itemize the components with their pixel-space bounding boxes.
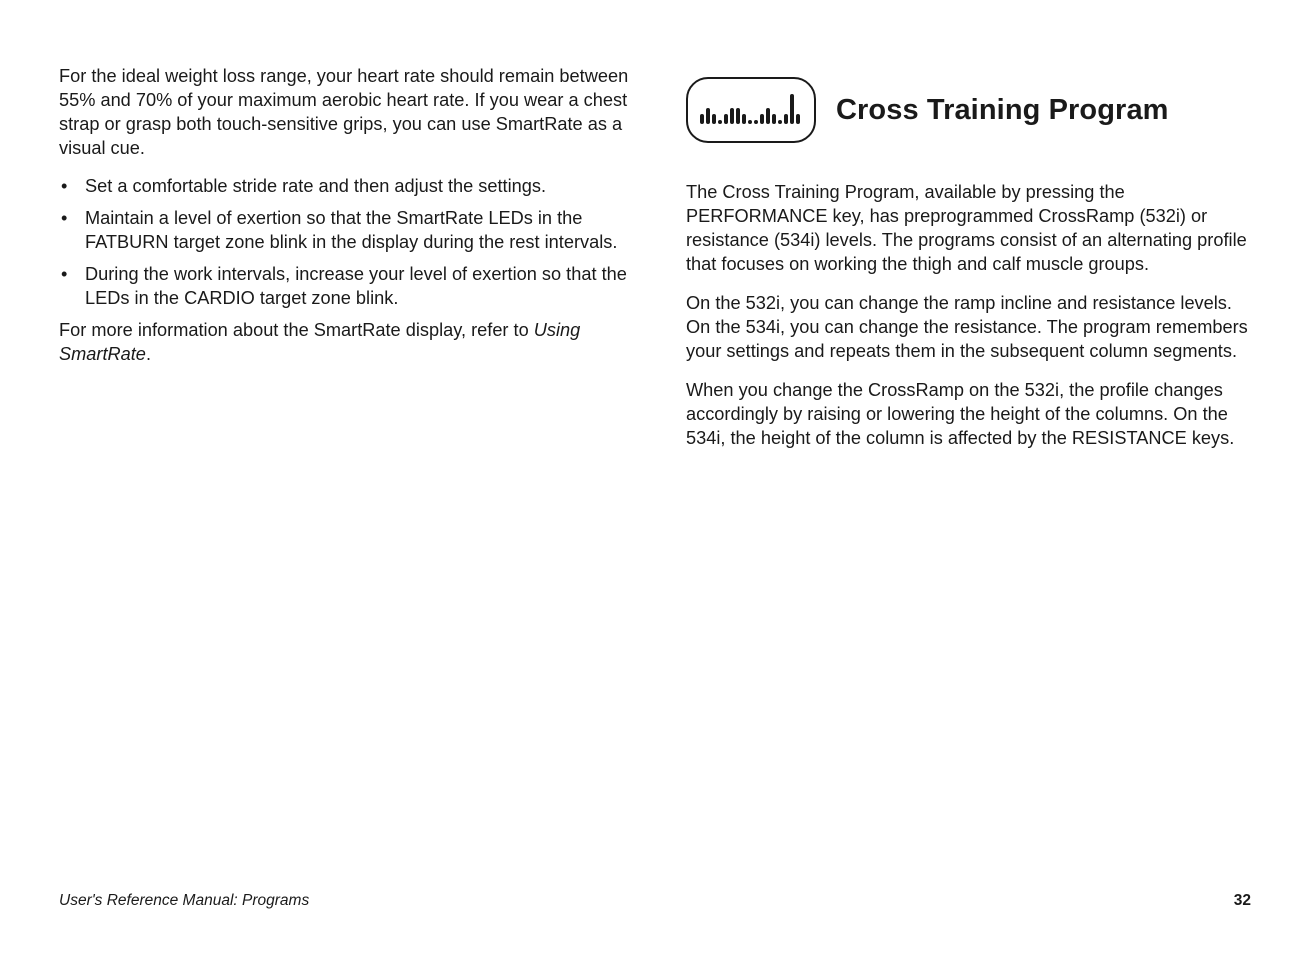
- bullet: •: [61, 176, 68, 196]
- section-title: Cross Training Program: [836, 93, 1169, 126]
- section-header: [686, 75, 1258, 145]
- list-item: [59, 174, 631, 198]
- bullet: •: [61, 208, 68, 228]
- more-info-paragraph: [59, 318, 631, 366]
- left-column: [59, 64, 631, 366]
- list-item: [59, 262, 631, 310]
- page-number: 32: [1233, 892, 1251, 909]
- profile-bars-icon: [697, 90, 805, 130]
- body-paragraph: When you change the CrossRamp on the 532i, the profile changes accordingly by raising or lowering the height of the columns. On the 534i, the height of the column is affected by the RESISTANCE keys.: [686, 380, 1235, 448]
- bullet: •: [61, 264, 68, 284]
- intro-paragraph: For the ideal weight loss range, your heart rate should remain between 55% and 70% of your maximum aerobic heart rate. If you wear a chest strap or grasp both touch-sensitive grips, you can use SmartRate as a visual cue.: [59, 66, 629, 158]
- right-column: [686, 64, 1258, 465]
- footer-title: User's Reference Manual: Programs: [59, 892, 310, 909]
- list-item-text: Maintain a level of exertion so that the SmartRate LEDs in the FATBURN target zone blink in the display during the rest intervals.: [85, 208, 618, 252]
- list-item-text: During the work intervals, increase your level of exertion so that the LEDs in the CARDIO target zone blink.: [85, 264, 627, 308]
- more-info-prefix: For more information about the SmartRate display, refer to: [59, 320, 534, 340]
- body-paragraph: The Cross Training Program, available by pressing the PERFORMANCE key, has preprogrammed CrossRamp (532i) or resistance (534i) levels. The programs consist of an alternating profile that focuses on working the thigh and calf muscle groups.: [686, 182, 1247, 274]
- program-profile-icon: [686, 77, 816, 143]
- list-item-text: Set a comfortable stride rate and then adjust the settings.: [85, 176, 547, 196]
- body-paragraph: On the 532i, you can change the ramp incline and resistance levels. On the 534i, you can change the resistance. The program remembers your settings and repeats them in the subsequent column segments.: [686, 293, 1248, 361]
- more-info-suffix: .: [145, 344, 151, 364]
- tips-list: [59, 174, 631, 310]
- list-item: [59, 206, 631, 254]
- cross-reference-link[interactable]: Using SmartRate: [59, 320, 581, 364]
